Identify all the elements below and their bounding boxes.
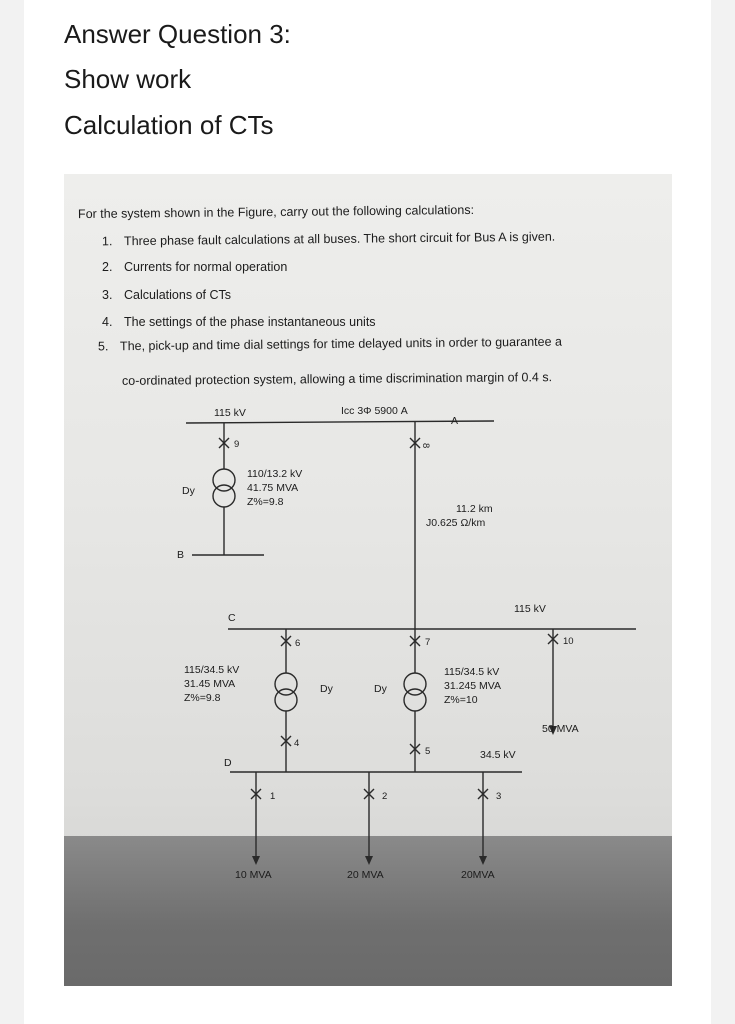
label-bus-b: B <box>177 549 185 561</box>
label-load-1: 10 MVA <box>235 869 272 881</box>
label-115kv-right: 115 kV <box>514 603 546 615</box>
breaker-1-label: 1 <box>270 791 276 802</box>
label-bus-a: A <box>451 415 459 427</box>
label-bus-c: C <box>228 612 236 624</box>
label-bus-d: D <box>224 757 232 769</box>
label-t1-conn: Dy <box>182 485 195 497</box>
breaker-10-label: 10 <box>563 636 574 647</box>
load-arrow-2 <box>365 856 373 865</box>
label-line-length: 11.2 km <box>456 503 493 515</box>
instruction-topic: Calculation of CTs <box>64 110 274 140</box>
breaker-4-label: 4 <box>294 738 300 749</box>
single-line-diagram <box>64 174 672 986</box>
label-load-2: 20 MVA <box>347 869 384 881</box>
label-t1-ratio: 110/13.2 kV <box>247 468 303 480</box>
load-arrow-1 <box>252 856 260 865</box>
load-arrow-3 <box>479 856 487 865</box>
breaker-3-label: 3 <box>496 791 502 802</box>
bus-115kv-top <box>186 421 494 423</box>
breaker-9-label: 9 <box>234 439 240 450</box>
t1-secondary-winding <box>213 485 235 507</box>
label-t3-ratio: 115/34.5 kV <box>444 666 500 678</box>
label-generator-mva: 50 MVA <box>542 723 579 735</box>
problem-photo <box>64 174 672 986</box>
label-34-5kv: 34.5 kV <box>480 749 516 761</box>
breaker-2-label: 2 <box>382 791 388 802</box>
label-t2-z: Z%=9.8 <box>184 692 221 704</box>
problem-item-1: 1. Three phase fault calculations at all buses. The short circuit for Bus A is given. <box>101 229 556 249</box>
breaker-8-label: 8 <box>420 443 431 449</box>
problem-item-5: 5. The, pick-up and time dial settings for time delayed units in order to guarantee a <box>97 334 562 354</box>
label-t3-conn: Dy <box>374 683 387 695</box>
label-115kv-top: 115 kV <box>214 407 246 419</box>
breaker-7-label: 7 <box>425 637 431 648</box>
label-t3-mva: 31.245 MVA <box>444 680 502 692</box>
problem-item-5-continued: co-ordinated protection system, allowing a time discrimination margin of 0.4 s. <box>121 370 553 388</box>
instruction-show-work: Show work <box>64 64 192 94</box>
label-t1-z: Z%=9.8 <box>247 496 284 508</box>
label-t2-conn: Dy <box>320 683 333 695</box>
label-t2-ratio: 115/34.5 kV <box>184 664 240 676</box>
label-t1-mva: 41.75 MVA <box>247 482 299 494</box>
problem-item-3: 3. Calculations of CTs <box>102 288 231 302</box>
label-line-impedance: J0.625 Ω/km <box>426 517 486 529</box>
label-t2-mva: 31.45 MVA <box>184 678 236 690</box>
label-icc: Icc 3Φ 5900 A <box>341 405 408 417</box>
t2-secondary-winding <box>275 689 297 711</box>
question-title: Answer Question 3: <box>64 19 291 49</box>
problem-intro: For the system shown in the Figure, carry out the following calculations: <box>77 202 475 222</box>
breaker-5-label: 5 <box>425 746 431 757</box>
problem-item-2: 2. Currents for normal operation <box>102 260 288 274</box>
label-load-3: 20MVA <box>461 869 495 881</box>
t3-secondary-winding <box>404 689 426 711</box>
label-t3-z: Z%=10 <box>444 694 478 706</box>
breaker-6-label: 6 <box>295 638 301 649</box>
problem-item-4: 4. The settings of the phase instantaneous units <box>102 315 376 329</box>
